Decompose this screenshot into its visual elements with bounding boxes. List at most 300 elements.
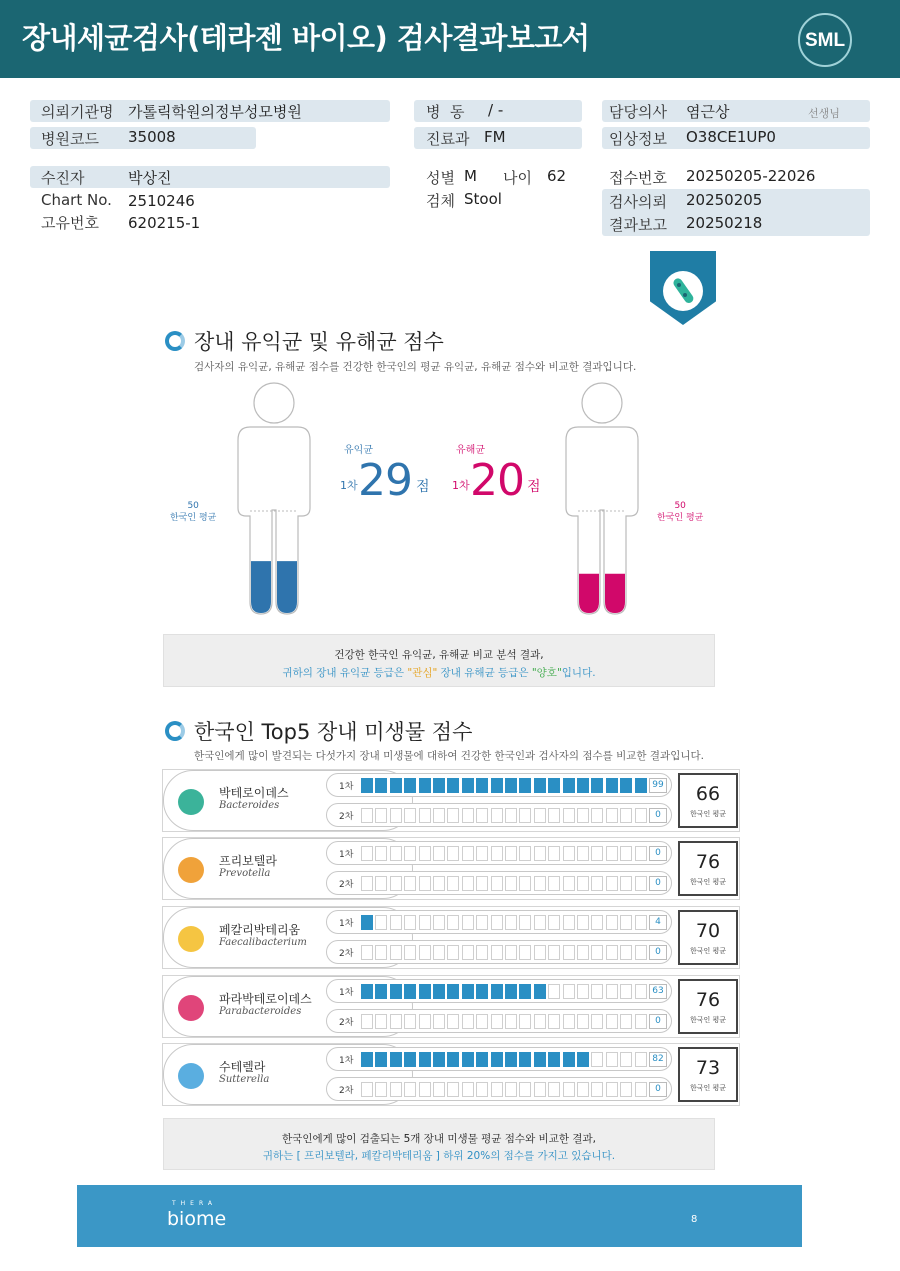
score-segment xyxy=(606,1014,618,1029)
score-segment xyxy=(519,1082,531,1097)
korean-avg-caption: 한국인 평균 xyxy=(689,1084,727,1092)
microbe-row xyxy=(162,837,740,900)
score-segment xyxy=(433,846,445,861)
score-segment xyxy=(548,876,560,891)
specimen-label: 검체 xyxy=(426,192,455,210)
score-segment xyxy=(505,945,517,960)
score-segment xyxy=(505,1082,517,1097)
score-segment xyxy=(476,1014,488,1029)
score-segment xyxy=(534,778,546,793)
score-segment xyxy=(404,1014,416,1029)
microbe-korean-name: 박테로이데스 xyxy=(219,786,289,800)
score-round-label: 1차 xyxy=(339,1056,354,1066)
score-segment xyxy=(447,1014,459,1029)
score-row-r2 xyxy=(326,871,672,895)
score-segment xyxy=(491,1014,503,1029)
score-segment xyxy=(433,1082,445,1097)
score-segment xyxy=(620,808,632,823)
score-round-label: 1차 xyxy=(339,919,354,929)
score-segment xyxy=(419,945,431,960)
score-segment xyxy=(491,778,503,793)
score-segment xyxy=(476,915,488,930)
harmful-grade: "양호" xyxy=(531,667,562,679)
score-segment xyxy=(404,945,416,960)
score-segment xyxy=(577,984,589,999)
score-segment xyxy=(635,808,647,823)
microbe-row xyxy=(162,769,740,832)
score-segment xyxy=(491,876,503,891)
bacteroides-icon xyxy=(178,789,204,815)
score-segment xyxy=(361,846,373,861)
score-segment xyxy=(591,846,603,861)
score-segment xyxy=(361,778,373,793)
score-segment xyxy=(563,808,575,823)
korean-avg-box xyxy=(678,910,738,965)
score-segment xyxy=(361,808,373,823)
clinical-value: O38CE1UP0 xyxy=(686,128,776,146)
score-segment xyxy=(606,915,618,930)
score-segment xyxy=(476,1082,488,1097)
beneficial-round: 1차 xyxy=(340,479,358,492)
score-segment xyxy=(577,876,589,891)
beneficial-avg xyxy=(170,500,216,524)
score-segment xyxy=(606,945,618,960)
score-segment xyxy=(476,984,488,999)
korean-avg-box xyxy=(678,1047,738,1102)
score-segment xyxy=(635,945,647,960)
score-value: 63 xyxy=(649,984,667,999)
sutterella-icon xyxy=(178,1063,204,1089)
score-segment xyxy=(548,846,560,861)
score-bar xyxy=(361,846,633,861)
score-row-r1 xyxy=(326,773,672,797)
korean-avg-box xyxy=(678,979,738,1034)
score-segment xyxy=(390,915,402,930)
score-row-r1 xyxy=(326,1047,672,1071)
patient-value: 박상진 xyxy=(128,169,172,187)
microbe-latin-name: Parabacteroides xyxy=(219,1006,302,1017)
score-value: 0 xyxy=(649,846,667,861)
score-bar xyxy=(361,1082,633,1097)
score-segment xyxy=(390,1052,402,1067)
score-segment xyxy=(577,1052,589,1067)
score-segment xyxy=(577,1014,589,1029)
score-segment xyxy=(390,1014,402,1029)
parabacteroides-icon xyxy=(178,995,204,1021)
beneficial-label: 유익균 xyxy=(344,445,373,456)
section2-summary-line2: 귀하는 [ 프리보텔라, 페칼리박테리움 ] 하위 20%의 점수를 가지고 있습니다. xyxy=(262,1150,616,1162)
microbe-row xyxy=(162,906,740,969)
ward-label: 병 동 xyxy=(426,103,465,121)
sml-logo xyxy=(798,13,852,67)
score-segment xyxy=(606,876,618,891)
score-segment xyxy=(563,778,575,793)
section1-summary-line1: 건강한 한국인 유익균, 유해균 비교 분석 결과, xyxy=(334,649,544,661)
score-round-label: 2차 xyxy=(339,812,354,822)
score-segment xyxy=(620,1052,632,1067)
section2-ring-icon xyxy=(165,721,185,741)
score-value: 0 xyxy=(649,945,667,960)
score-segment xyxy=(491,945,503,960)
score-segment xyxy=(491,1052,503,1067)
score-segment xyxy=(635,1052,647,1067)
score-segment xyxy=(519,915,531,930)
score-segment xyxy=(404,915,416,930)
score-segment xyxy=(635,915,647,930)
score-segment xyxy=(390,945,402,960)
score-segment xyxy=(620,876,632,891)
harmful-avg-value: 50 xyxy=(674,501,686,511)
score-segment xyxy=(404,1082,416,1097)
section2-summary xyxy=(163,1118,715,1170)
department-label: 진료과 xyxy=(426,130,470,148)
microbe-korean-name: 페칼리박테리움 xyxy=(219,923,301,937)
harmful-round: 1차 xyxy=(452,479,470,492)
harmful-label: 유해균 xyxy=(456,445,485,456)
page-number: 8 xyxy=(691,1214,698,1225)
score-segment xyxy=(519,1052,531,1067)
score-segment xyxy=(606,1082,618,1097)
score-segment xyxy=(563,1082,575,1097)
score-segment xyxy=(620,1082,632,1097)
faecalibacterium-icon xyxy=(178,926,204,952)
score-segment xyxy=(462,1014,474,1029)
score-segment xyxy=(404,808,416,823)
score-segment xyxy=(548,1014,560,1029)
score-segment xyxy=(462,1052,474,1067)
score-segment xyxy=(519,778,531,793)
score-segment xyxy=(620,945,632,960)
score-segment xyxy=(591,984,603,999)
score-segment xyxy=(505,1014,517,1029)
score-segment xyxy=(635,846,647,861)
microbe-latin-name: Prevotella xyxy=(219,868,271,879)
korean-avg-caption: 한국인 평균 xyxy=(689,878,727,886)
age-value: 62 xyxy=(547,167,567,185)
score-value: 0 xyxy=(649,876,667,891)
score-segment xyxy=(419,915,431,930)
score-segment xyxy=(534,876,546,891)
score-segment xyxy=(519,945,531,960)
korean-avg-value: 76 xyxy=(695,851,721,873)
score-segment xyxy=(375,1014,387,1029)
ward-value: / - xyxy=(488,101,504,119)
score-segment xyxy=(433,945,445,960)
score-segment xyxy=(563,915,575,930)
microbe-row xyxy=(162,1043,740,1106)
section2-subtitle: 한국인에게 많이 발견되는 다섯가지 장내 미생물에 대하여 건강한 한국인과 검사자의 점수를 비교한 결과입니다. xyxy=(194,750,704,762)
score-segment xyxy=(476,876,488,891)
microbe-korean-name: 파라박테로이데스 xyxy=(219,992,312,1006)
score-segment xyxy=(361,1082,373,1097)
score-segment xyxy=(447,1052,459,1067)
score-segment xyxy=(577,846,589,861)
score-round-label: 2차 xyxy=(339,1018,354,1028)
score-segment xyxy=(548,915,560,930)
score-segment xyxy=(577,808,589,823)
score-segment xyxy=(462,876,474,891)
score-row-r2 xyxy=(326,1009,672,1033)
score-segment xyxy=(505,846,517,861)
korean-avg-box xyxy=(678,841,738,896)
score-segment xyxy=(519,876,531,891)
score-segment xyxy=(390,778,402,793)
score-segment xyxy=(447,984,459,999)
score-segment xyxy=(577,1082,589,1097)
score-segment xyxy=(404,778,416,793)
score-segment xyxy=(577,778,589,793)
score-segment xyxy=(433,808,445,823)
hospital-code-value: 35008 xyxy=(128,128,176,146)
summary-text-a: 귀하의 장내 유익균 등급은 xyxy=(282,667,408,679)
score-segment xyxy=(491,1082,503,1097)
score-bar xyxy=(361,984,633,999)
score-segment xyxy=(591,778,603,793)
score-segment xyxy=(635,984,647,999)
section1-summary xyxy=(163,634,715,687)
score-segment xyxy=(447,876,459,891)
specimen-value: Stool xyxy=(464,190,502,208)
score-segment xyxy=(505,778,517,793)
korean-avg-value: 70 xyxy=(695,920,721,942)
score-segment xyxy=(361,1052,373,1067)
section1-ring-icon xyxy=(165,331,185,351)
microbe-row xyxy=(162,975,740,1038)
microbe-latin-name: Sutterella xyxy=(219,1074,270,1085)
prevotella-icon xyxy=(178,857,204,883)
score-segment xyxy=(519,984,531,999)
score-round-label: 2차 xyxy=(339,880,354,890)
score-segment xyxy=(447,1082,459,1097)
score-segment xyxy=(462,778,474,793)
score-segment xyxy=(534,984,546,999)
harmful-body-figure xyxy=(556,380,650,616)
score-segment xyxy=(476,846,488,861)
score-segment xyxy=(361,984,373,999)
score-segment xyxy=(534,1014,546,1029)
score-segment xyxy=(505,808,517,823)
score-segment xyxy=(462,945,474,960)
score-segment xyxy=(635,876,647,891)
clinical-label: 임상정보 xyxy=(609,130,667,148)
score-segment xyxy=(419,876,431,891)
score-segment xyxy=(548,1052,560,1067)
score-segment xyxy=(563,945,575,960)
score-segment xyxy=(620,846,632,861)
score-segment xyxy=(404,846,416,861)
score-segment xyxy=(433,876,445,891)
score-segment xyxy=(447,945,459,960)
score-segment xyxy=(620,915,632,930)
score-segment xyxy=(361,876,373,891)
score-segment xyxy=(591,1052,603,1067)
score-segment xyxy=(433,1052,445,1067)
section1-subtitle: 검사자의 유익균, 유해균 점수를 건강한 한국인의 평균 유익균, 유해균 점수와 비교한 결과입니다. xyxy=(194,361,637,373)
score-bar xyxy=(361,945,633,960)
score-segment xyxy=(591,876,603,891)
sex-label: 성별 xyxy=(426,169,455,187)
score-bar xyxy=(361,915,633,930)
score-segment xyxy=(462,808,474,823)
score-segment xyxy=(534,1052,546,1067)
harmful-unit: 점 xyxy=(527,479,541,495)
score-segment xyxy=(419,984,431,999)
score-bar xyxy=(361,1014,633,1029)
score-value: 0 xyxy=(649,1014,667,1029)
score-round-label: 2차 xyxy=(339,1086,354,1096)
score-segment xyxy=(361,945,373,960)
receipt-label: 접수번호 xyxy=(609,169,667,187)
score-segment xyxy=(606,808,618,823)
score-segment xyxy=(519,1014,531,1029)
score-segment xyxy=(476,778,488,793)
score-segment xyxy=(519,846,531,861)
request-date: 20250205 xyxy=(686,191,763,209)
score-segment xyxy=(606,778,618,793)
score-segment xyxy=(534,808,546,823)
score-segment xyxy=(419,808,431,823)
score-segment xyxy=(433,1014,445,1029)
score-value: 99 xyxy=(649,778,667,793)
score-segment xyxy=(491,808,503,823)
score-row-r1 xyxy=(326,841,672,865)
korean-avg-value: 66 xyxy=(695,783,721,805)
sex-value: M xyxy=(464,167,477,185)
sml-logo-text: SML xyxy=(804,30,846,51)
unique-no-value: 620215-1 xyxy=(128,214,201,232)
score-segment xyxy=(375,846,387,861)
score-segment xyxy=(476,1052,488,1067)
score-segment xyxy=(375,808,387,823)
score-segment xyxy=(433,778,445,793)
score-segment xyxy=(375,1082,387,1097)
score-segment xyxy=(476,808,488,823)
score-row-r1 xyxy=(326,979,672,1003)
score-segment xyxy=(563,984,575,999)
score-segment xyxy=(491,984,503,999)
score-segment xyxy=(433,984,445,999)
score-segment xyxy=(447,808,459,823)
korean-avg-caption: 한국인 평균 xyxy=(689,810,727,818)
section2-summary-line1: 한국인에게 많이 검출되는 5개 장내 미생물 평균 점수와 비교한 결과, xyxy=(282,1133,596,1145)
score-segment xyxy=(462,915,474,930)
score-value: 82 xyxy=(649,1052,667,1067)
score-segment xyxy=(390,846,402,861)
score-row-r2 xyxy=(326,940,672,964)
page-footer xyxy=(77,1185,802,1247)
score-value: 0 xyxy=(649,808,667,823)
harmful-score: 20 xyxy=(470,455,524,506)
unique-no-label: 고유번호 xyxy=(41,214,99,232)
microbiome-badge xyxy=(650,251,716,325)
korean-avg-box xyxy=(678,773,738,828)
score-row-r2 xyxy=(326,1077,672,1101)
score-segment xyxy=(375,1052,387,1067)
score-segment xyxy=(620,1014,632,1029)
korean-avg-value: 76 xyxy=(695,989,721,1011)
harmful-avg xyxy=(657,500,703,524)
beneficial-body-figure xyxy=(228,380,322,616)
score-row-r2 xyxy=(326,803,672,827)
footer-brand-top: THERA xyxy=(172,1200,217,1207)
score-bar xyxy=(361,1052,633,1067)
score-segment xyxy=(534,1082,546,1097)
score-segment xyxy=(462,846,474,861)
score-segment xyxy=(591,1082,603,1097)
patient-label: 수진자 xyxy=(41,169,85,187)
score-segment xyxy=(548,984,560,999)
score-bar xyxy=(361,876,633,891)
score-segment xyxy=(505,984,517,999)
microbe-korean-name: 프리보텔라 xyxy=(219,854,277,868)
institution-label: 의뢰기관명 xyxy=(41,103,114,121)
doctor-suffix: 선생님 xyxy=(808,107,840,120)
score-segment xyxy=(462,984,474,999)
score-segment xyxy=(563,846,575,861)
age-label: 나이 xyxy=(503,169,532,187)
score-round-label: 2차 xyxy=(339,949,354,959)
summary-text-c: 입니다. xyxy=(561,667,596,679)
summary-text-b: 장내 유해균 등급은 xyxy=(437,667,532,679)
score-segment xyxy=(462,1082,474,1097)
chart-no-label: Chart No. xyxy=(41,191,112,209)
score-segment xyxy=(591,945,603,960)
score-segment xyxy=(591,915,603,930)
score-segment xyxy=(390,984,402,999)
section1-summary-line2 xyxy=(164,665,714,680)
score-segment xyxy=(375,984,387,999)
score-segment xyxy=(404,876,416,891)
beneficial-avg-label: 한국인 평균 xyxy=(170,513,217,523)
score-segment xyxy=(361,915,373,930)
doctor-label: 담당의사 xyxy=(609,103,667,121)
score-segment xyxy=(375,778,387,793)
score-segment xyxy=(548,945,560,960)
bacteria-badge-icon xyxy=(663,271,703,311)
institution-value: 가톨릭학원의정부성모병원 xyxy=(128,103,302,121)
score-segment xyxy=(534,945,546,960)
score-round-label: 1차 xyxy=(339,988,354,998)
section1-title: 장내 유익균 및 유해균 점수 xyxy=(194,330,444,354)
score-segment xyxy=(390,876,402,891)
score-segment xyxy=(419,1082,431,1097)
score-segment xyxy=(635,1082,647,1097)
receipt-value: 20250205-22026 xyxy=(686,167,816,185)
beneficial-avg-value: 50 xyxy=(187,501,199,511)
hospital-code-label: 병원코드 xyxy=(41,130,99,148)
chart-no-value: 2510246 xyxy=(128,192,195,210)
score-segment xyxy=(390,1082,402,1097)
score-segment xyxy=(635,1014,647,1029)
score-segment xyxy=(563,1014,575,1029)
score-segment xyxy=(620,778,632,793)
section2-title: 한국인 Top5 장내 미생물 점수 xyxy=(194,720,473,744)
score-segment xyxy=(505,1052,517,1067)
score-segment xyxy=(447,915,459,930)
score-round-label: 1차 xyxy=(339,850,354,860)
score-segment xyxy=(577,945,589,960)
korean-avg-value: 73 xyxy=(695,1057,721,1079)
request-label: 검사의뢰 xyxy=(609,193,667,211)
score-segment xyxy=(419,1052,431,1067)
footer-brand: biome xyxy=(167,1208,227,1230)
korean-avg-caption: 한국인 평균 xyxy=(689,947,727,955)
score-segment xyxy=(404,1052,416,1067)
score-segment xyxy=(375,876,387,891)
score-segment xyxy=(606,1052,618,1067)
microbe-latin-name: Faecalibacterium xyxy=(219,937,307,948)
score-segment xyxy=(591,1014,603,1029)
